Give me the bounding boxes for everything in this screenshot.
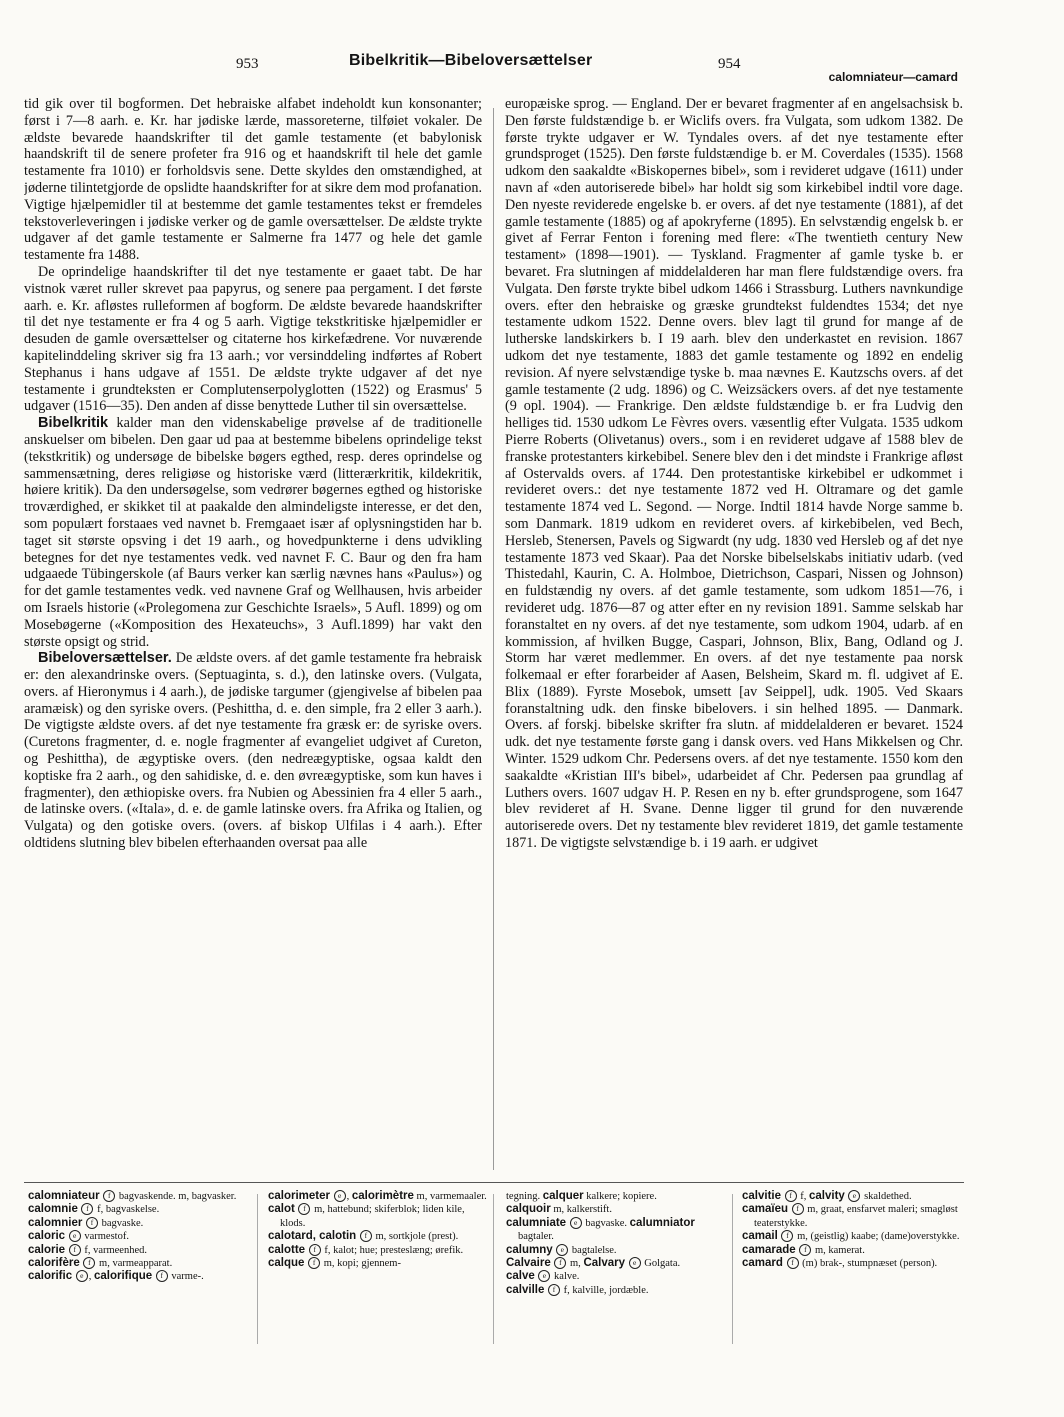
entry-term: calquer: [542, 1190, 584, 1202]
language-marker-icon: f: [554, 1257, 566, 1269]
dictionary-divider: [493, 1194, 494, 1344]
entry-definition: Golgata.: [644, 1258, 681, 1270]
entry-definition: kalkere; kopiere.: [586, 1191, 657, 1202]
dictionary-entry: calorimeter e , calorimètre m, varmemaaler.: [268, 1190, 487, 1202]
entry-definition: bagvaskende. m, bagvasker.: [118, 1191, 237, 1202]
dictionary-entry: [268, 1230, 490, 1243]
dictionary-entry: [506, 1244, 728, 1257]
entry-term: calomniateur: [28, 1190, 100, 1202]
language-marker-icon: f: [81, 1203, 93, 1215]
language-marker-icon: f: [799, 1244, 811, 1256]
dictionary-entry: [506, 1270, 728, 1283]
dictionary-entry: [28, 1244, 250, 1257]
entry-definition: f, bagvaskelse.: [97, 1204, 160, 1216]
entry-term: calve: [506, 1270, 535, 1283]
entry-definition: bagtaler.: [518, 1231, 554, 1243]
language-marker-icon: e: [538, 1270, 550, 1282]
dictionary-entry: [742, 1230, 964, 1243]
paragraph-nt-manuscripts: De oprindelige haandskrifter til det nye testamente er gaaet tabt. De har vistnok været ruller skrevet paa papyrus, og senere paa pergament. I det første aarh. e. Kr. afløstes rulleformen af bogform. De ældste bevarede haandskrifter til det nye testamente er fra 4 og 5 aarh. Vigtige tekstkritiske hjælpemidler er desuden de gamle oversættelser og citaterne hos kirkefædrene. Vor nuværende kapitelinddeling skriver sig fra 13 aarh.; vor versinddeling indførtes af Robert Stephanus i hans udgave af 1551. De ældste trykte udgaver af det nye testamente i grundteksten er Complutenserpolyglotten (1522) og Erasmus' 5 udgaver (1516—35). Den anden af disse benyttede Luther til sin oversættelse.: [24, 263, 482, 415]
dictionary-entry: [506, 1190, 728, 1203]
entry-term: calomnier: [28, 1216, 83, 1229]
language-marker-icon: e: [848, 1190, 860, 1202]
language-marker-icon: e: [76, 1270, 88, 1282]
language-marker-icon: f: [548, 1284, 560, 1296]
dictionary-entry: [506, 1217, 728, 1244]
entry-term: calumny: [506, 1243, 553, 1256]
entry-definition: m, varmeapparat.: [99, 1258, 173, 1270]
dictionary-entry: [506, 1257, 728, 1270]
language-marker-icon: f: [787, 1257, 799, 1269]
dictionary-entry: [268, 1244, 490, 1257]
language-marker-icon: f: [103, 1190, 115, 1202]
entry-definition: kalve.: [554, 1271, 580, 1283]
language-marker-icon: e: [69, 1230, 81, 1242]
entry-term: calorifère: [28, 1257, 80, 1270]
language-marker-icon: f: [785, 1190, 797, 1202]
dictionary-entry: [28, 1217, 250, 1230]
entry-term: calvity: [809, 1190, 845, 1202]
entry-term: calot: [268, 1203, 295, 1216]
dictionary-entry: calorific e , calorifique f varme-.: [28, 1270, 204, 1283]
entry-term: calville: [506, 1283, 545, 1296]
dictionary-entry: [28, 1190, 250, 1203]
entry-bibeloversaettelser: [24, 650, 482, 852]
dictionary-entry: [268, 1203, 490, 1230]
dictionary-divider: [257, 1194, 258, 1344]
entry-definition: f, varmeenhed.: [84, 1244, 148, 1256]
entry-term: caloric: [28, 1230, 66, 1243]
language-marker-icon: f: [781, 1230, 793, 1242]
entry-definition: m, kopi; gjennem-: [323, 1258, 401, 1270]
entry-term: calomnie: [28, 1203, 78, 1216]
right-column: [505, 96, 963, 1174]
dictionary-column-4: [742, 1190, 964, 1270]
column-divider: [493, 108, 494, 1170]
entry-definition: skaldethed.: [864, 1191, 912, 1202]
headword-bibeloversaettelser: Bibeloversættelser.: [38, 650, 172, 667]
entry-bibelkritik: [24, 415, 482, 650]
entry-term: calotard, calotin: [268, 1230, 357, 1243]
entry-definition: varme-.: [171, 1271, 204, 1283]
entry-definition: m, (geistlig) kaabe; (dame)overstykke.: [797, 1231, 960, 1243]
entry-term: calquoir: [506, 1203, 551, 1216]
entry-definition: varmestof.: [84, 1231, 129, 1243]
language-marker-icon: f: [86, 1217, 98, 1229]
entry-term: calque: [268, 1257, 305, 1270]
entry-term: calorie: [28, 1243, 66, 1256]
entry-definition: m, kalkerstift.: [553, 1204, 612, 1216]
entry-definition: m,: [570, 1258, 581, 1270]
language-marker-icon: f: [308, 1257, 320, 1269]
language-marker-icon: f: [156, 1270, 168, 1282]
entry-term: calvitie: [742, 1190, 781, 1202]
entry-definition: f, kalot; hue; presteslæng; ørefik.: [324, 1244, 464, 1256]
language-marker-icon: f: [792, 1203, 804, 1215]
entry-definition: m, graat, ensfarvet maleri; smagløst teaterstykke.: [754, 1204, 958, 1229]
entry-definition: bagvaske.: [101, 1217, 144, 1229]
dictionary-entry: [268, 1257, 490, 1270]
entry-definition: m, sortkjole (prest).: [375, 1231, 459, 1243]
dictionary-entry: [742, 1203, 964, 1230]
dictionary-entry: [742, 1257, 964, 1270]
page-number-right: 954: [718, 56, 741, 72]
dictionary-column-1: [28, 1190, 250, 1284]
language-marker-icon: f: [309, 1244, 321, 1256]
entry-term: calorific: [28, 1270, 73, 1283]
entry-definition: (m) brak-, stumpnæset (person).: [802, 1258, 938, 1270]
dictionary-divider: [732, 1194, 733, 1344]
entry-term: calorimeter: [268, 1190, 331, 1202]
paragraph-ot-manuscripts: tid gik over til bogformen. Det hebraiske alfabet indeholdt kun konsonanter; først i 7—8 aarh. e. Kr. har jødiske lærde, massoreterne, tilføiet vokaler. De ældste bevarede haandskrifter til det gamle testamente (et babylonisk haandskrift til de senere profeter fra 916 og et haandskrift til hele det gamle testamente fra 1010) er forholdsvis sene. Dette skyldes den omstændighed, at jøderne tilintetgjorde de opslidte haandskrifter for at sikre dem mod profanation. Vigtige hjælpemidler til at bestemme det gamle testamentes tekst er fremdeles tekstoverleveringen i jødiske verker og de gamle oversættelser. De ældste trykte udgaver af det gamle testamente er Salmerne fra 1477 og hele det gamle testamente fra 1488.: [24, 96, 482, 264]
language-marker-icon: f: [83, 1257, 95, 1269]
dictionary-entry: [742, 1190, 964, 1203]
language-marker-icon: f: [298, 1203, 310, 1215]
entry-definition: m, varmemaaler.: [416, 1191, 487, 1202]
entry-definition: m, kamerat.: [814, 1244, 865, 1256]
page-number-left: 953: [236, 56, 259, 72]
entry-definition: f, kalville, jordæble.: [563, 1284, 649, 1296]
entry-term: Calvary: [583, 1257, 625, 1270]
entry-term: camail: [742, 1230, 778, 1243]
language-marker-icon: f: [69, 1244, 81, 1256]
entry-term: calorimètre: [351, 1190, 414, 1202]
entry-term: calumniate: [506, 1216, 567, 1229]
guide-words: calomniateur—camard: [828, 70, 958, 84]
entry-definition: bagtalelse.: [571, 1244, 617, 1256]
entry-term: camaïeu: [742, 1203, 789, 1216]
language-marker-icon: e: [334, 1190, 346, 1202]
entry-term: camard: [742, 1257, 783, 1270]
headword-bibelkritik: Bibelkritik: [38, 415, 109, 432]
language-marker-icon: e: [629, 1257, 641, 1269]
entry-term: camarade: [742, 1243, 796, 1256]
entry-term: calumniator: [629, 1216, 695, 1229]
entry-continuation: tegning.: [506, 1191, 541, 1202]
paragraph-translations-by-country: europæiske sprog. — England. Der er bevaret fragmenter af en angelsachsisk b. Den første fuldstændige b. er Wiclifs overs. fra Vulgata, som udkom 1382. De første trykte udgaver er W. Tyndales overs. af det nye testamente efter grundsproget (1525). Den første fuldstændige b. er M. Coverdales (1535). 1568 udkom den saakaldte «Biskopernes bibel», som i revideret udgave (1611) under navn af «den autoriserede bibel» har holdt sig som kirkebibel indtil vore dage. Den nyeste reviderede engelske b. er overs. af det nye testamente (1881), af det gamle testamente (1885) og af apokryferne (1895). En selvstændig engelsk b. er givet af Ferrar Fenton i forening med flere: «The twentieth century New testament» (1898—1901). — Tyskland. Fragmenter af gamle tyske b. er bevaret. Fra slutningen af middelalderen har man flere fuldstændige overs. fra Vulgata. Den første trykte bibel udkom 1466 i Strassburg. Luthers navnkundige overs. efter den hebraiske og græske grundtekst fuldendtes 1534; det nye testamente udkom 1522. Denne overs. blev lagt til grund for mange af de lutherske landskirkers b. I 19 aarh. blev den underkastet en revision. 1867 udkom det nye testamente, 1883 det gamle testamente og 1892 en endelig revision. Af nyere selvstændige tyske b. maa nævnes E. Kautzschs overs. af det gamle testamente (2 udg. 1896) og C. Weizsäckers overs. af det nye testamente (9 opl. 1904). — Frankrige. Den ældste fuldstændige b. er fra Ludvig den helliges tid. 1530 udkom Le Fèvres overs. væsentlig efter Vulgata. 1535 udkom Pierre Roberts (Olivetanus) overs., som i en revideret udgave af 1588 blev de franske protestanters kirkebibel. Senere blev den i det mindste i Frankrige afløst af Ostervalds overs. af 1744. Den protestantiske kirkebibel er udkommet i revideret overs.: det nye testamente 1872 ved H. Oltramare og det gamle testamente 1874 ved L. Segond. — Norge. Indtil 1814 havde Norge samme b. som Danmark. 1819 udkom en revideret overs. af kirkebibelen, ved Bech, Hersleb, Stenersen, Pavels og Sigwardt (ny udg. 1830 ved Hersleb og af det nye testamente 1873 ved Skaar). Paa det Norske bibelselskabs initiativ udarb. (ved Thistedahl, Kaurin, C. A. Holmboe, Dietrichson, Caspari, Nissen og Johnson) en fuldstændig ny overs. af det gamle testamente, som udkom 1851—76, i revideret udg. 1876—87 og atter efter en ny revision 1891. Samme selskab har foranstaltet en ny overs. af det nye testamente, som udkom 1904, udarb. af en kommission, af hvilken Bugge, Caspari, Johnson, Blix, Bang, Odland og J. Storm har været medlemmer. En overs. af det nye testamente paa norsk folkemaal er efter forarbeider af Aasen, Belsheim, Skard m. fl. udgivet af E. Blix (1889). Fyrste Mosebok, umsett [av Seippel], udk. 1905. Ved Skaars foranstaltning udk. den finske bibelovers. i sin helhed 1895. — Danmark. Overs. af forskj. bibelske skrifter fra slutn. af middelalderen er bevaret. 1524 udk. det nye testamente første gang i dansk overs. ved Hans Mikkelsen og Chr. Winter. 1529 udkom Chr. Pedersens overs. af det nye testamente. 1550 kom den saakaldte «Kristian III's bibel», udarbeidet af Chr. Pedersen paa grundlag af Luthers overs. 1607 udgav H. P. Resen en ny b. efter grundsprogene, som 1647 blev revideret af H. Svane. Denne ligger til grund for den nuværende autoriserede overs. Det ny testamente blev revideret 1819, det gamle testamente 1871. De vigtigste selvstændige b. i 19 aarh. er udgivet: [505, 96, 963, 852]
dictionary-column-2: [268, 1190, 490, 1270]
dictionary-entry: [506, 1284, 728, 1297]
entry-term: calotte: [268, 1243, 306, 1256]
entry-text: kalder man den videnskabelige prøvelse af de traditionelle anskuelser om bibelen. Den gaar ud paa at bestemme bibelens oprindelige tekst (tekstkritik) og undersøge de bibelske bøgers egthed, resp. deres oprindelse og sammensætning, deres religiøse og historiske værd (litterærkritik, kildekritik, høiere kritik). Da den undersøgelse, som vedrører bøgernes egthed og historiske troværdighed, er skikket til at paakalde den almindeligste interesse, er det den, som populært forstaaes ved navnet b. Fremgaaet især af oplysningstiden har b. taget sit største opsving i det 19 aarh., og hovedpunkterne i dens udvikling betegnes for det nye testamentes vedk. ved navnet F. C. Baur og den fra ham udgaaede Tübingerskole (af Baurs verker kan særlig nævnes hans «Paulus») og for det gamle testamentes vedk. ved navnene Graf og Wellhausen, hvis arbeider om Israels historie («Prolegomena zur Geschichte Israels», 5 Aufl. 1899) og om Mosebøgerne («Komposition des Hexateuchs», 3 Aufl.1899) har vakt den største opsigt og strid.: [24, 415, 482, 650]
entry-term: Calvaire: [506, 1257, 551, 1270]
dictionary-entry: [506, 1203, 728, 1216]
left-column: [24, 96, 482, 1174]
dictionary-entry: [28, 1230, 250, 1243]
entry-definition: bagvaske.: [585, 1217, 628, 1229]
dictionary-entry: [28, 1257, 250, 1270]
running-title: Bibelkritik—Bibeloversættelser: [349, 52, 593, 69]
language-marker-icon: e: [556, 1244, 568, 1256]
dictionary-entry: [28, 1203, 250, 1216]
entry-definition: m, hattebund; skiferblok; liden kile, klods.: [280, 1204, 465, 1229]
entry-term: calorifique: [93, 1270, 153, 1283]
entry-text: De ældste overs. af det gamle testamente fra hebraisk er: den alexandrinske overs. (Septuaginta, s. d.), den latinske overs. (Vulgata, overs. af Hieronymus i 4 aarh.), de jødiske targumer (gjengivelse af bibelen paa aramæisk) og den syriske overs. (Peshittha, d. e. den simple, fra 2 eller 3 aarh.). De vigtigste ældste overs. af det nye testamente fra græsk er: de syriske overs. (Curetons fragmenter, d. e. nogle fragmenter af evangeliet udgivet af Cureton, og Peshittha), de ægyptiske overs. (den nedreægyptiske, ogsaa kaldt den koptiske fra 2 aarh., og den sahidiske, d. e. den øvreægyptiske, som kun haves i fragmenter), den æthiopiske overs. fra Nubien og Abessinien fra 4 eller 5 aarh., de latinske overs. («Itala», d. e. de gamle latinske overs. fra Afrika og Italien, og Vulgata) og den gotiske overs. (overs. af biskop Ulfilas i 4 aarh.). Efter oldtidens slutning blev bibelen efterhaanden oversat paa alle: [24, 650, 482, 852]
footer-rule: [24, 1182, 964, 1183]
entry-definition: f,: [800, 1191, 807, 1202]
language-marker-icon: e: [570, 1217, 582, 1229]
language-marker-icon: f: [360, 1230, 372, 1242]
dictionary-entry: [742, 1244, 964, 1257]
dictionary-column-3: [506, 1190, 728, 1297]
